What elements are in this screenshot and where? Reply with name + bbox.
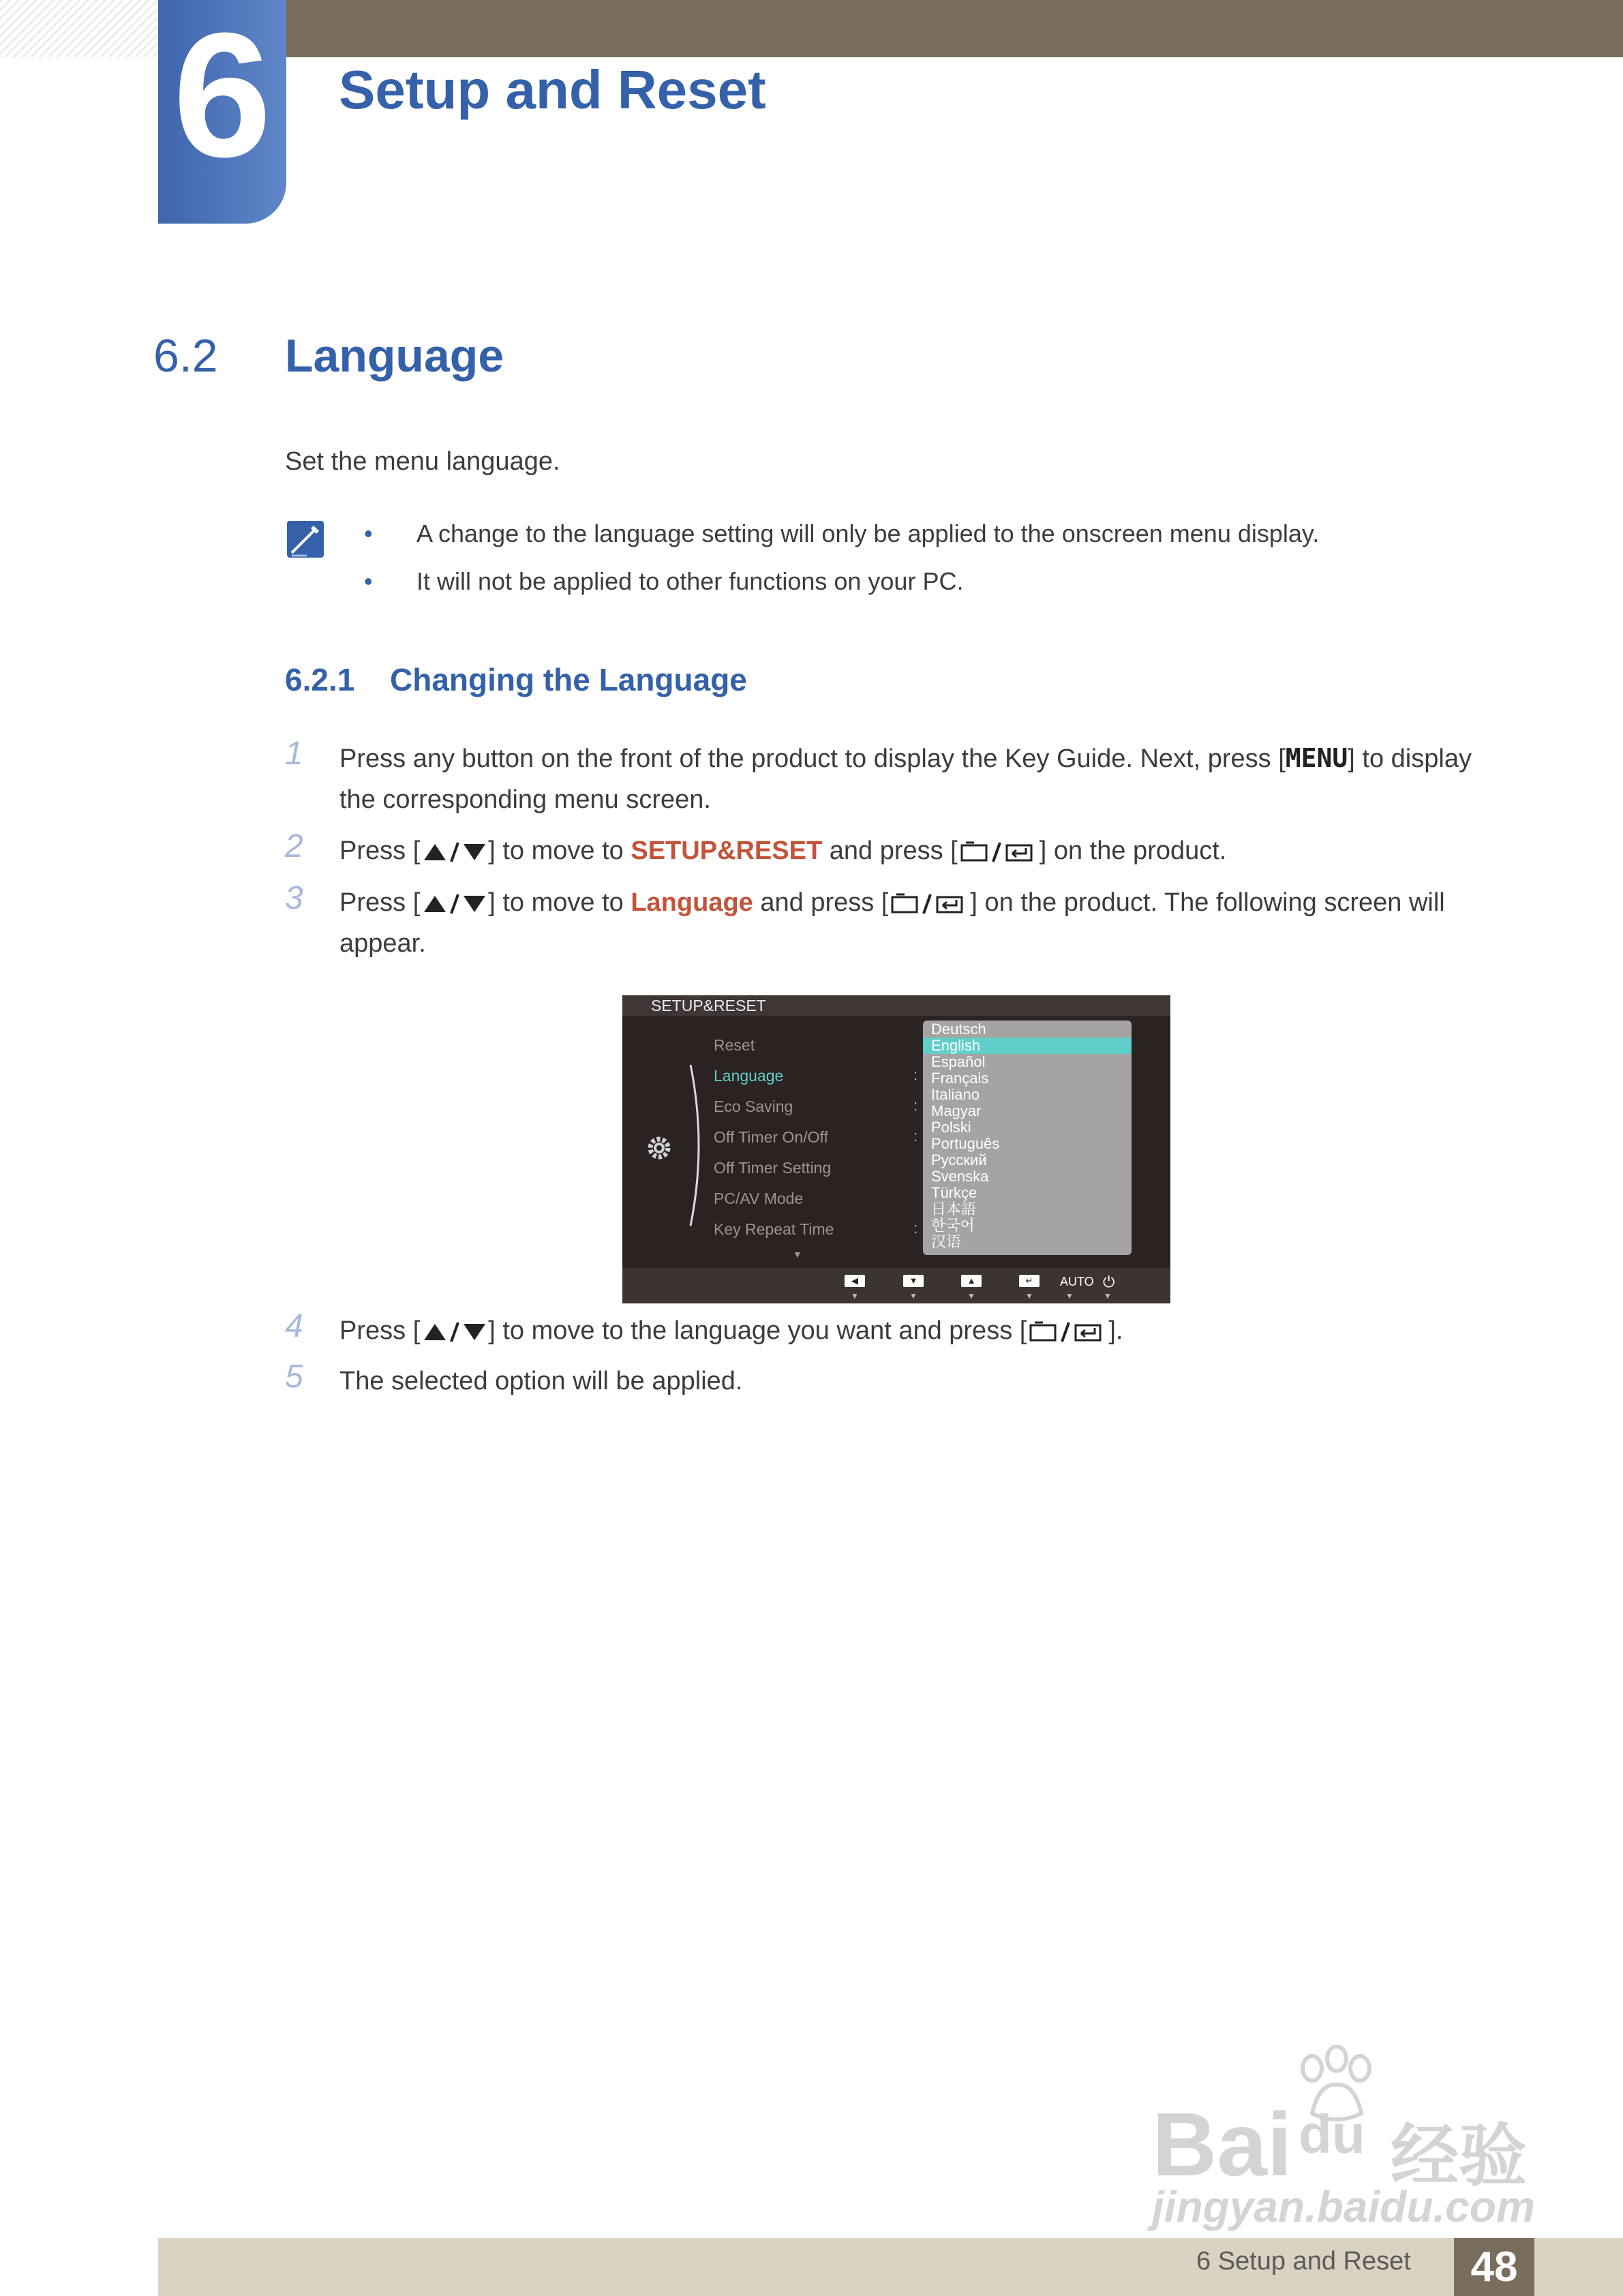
chapter-number: 6 (172, 0, 272, 194)
up-down-key-icon (420, 1318, 488, 1346)
step-number: 3 (285, 880, 303, 916)
language-option[interactable]: 汉语 (931, 1233, 962, 1250)
enter-button-icon[interactable]: ↵ (1019, 1275, 1040, 1287)
button-pointer-icon: ▼ (909, 1291, 917, 1301)
note-icon (286, 520, 324, 558)
language-option[interactable]: 日本語 (931, 1200, 977, 1218)
step-3-text: Press [ ] to move to Language and press [ ] on the product. The following screen will appear. (339, 888, 1445, 958)
osd-button-bar (622, 1268, 1170, 1303)
button-pointer-icon: ▼ (1025, 1291, 1033, 1301)
step-number: 5 (285, 1359, 303, 1395)
subsection-title: Changing the Language (390, 662, 747, 697)
osd-colon: : (913, 1220, 918, 1237)
step-number: 4 (285, 1308, 303, 1344)
watermark-url: jingyan.baidu.com (1152, 2182, 1535, 2231)
osd-colon: : (913, 1128, 918, 1145)
osd-menu-language[interactable]: Language (714, 1067, 784, 1085)
down-button-icon[interactable]: ▼ (903, 1275, 924, 1287)
enter-key-icon (888, 890, 970, 918)
language-option[interactable]: Português (931, 1135, 1000, 1152)
header-bar (286, 0, 1623, 57)
scroll-down-indicator-icon: ▼ (793, 1249, 802, 1260)
power-icon[interactable]: ⏻ (1103, 1273, 1115, 1290)
header-hatch-decoration (0, 0, 157, 57)
intro-text: Set the menu language. (285, 447, 560, 476)
language-option[interactable]: Deutsch (931, 1021, 986, 1038)
highlight-setup-reset: SETUP&RESET (631, 836, 823, 865)
language-dropdown (923, 1021, 1132, 1255)
step-number: 2 (285, 828, 303, 864)
button-pointer-icon: ▼ (967, 1291, 975, 1301)
language-option[interactable]: Magyar (931, 1102, 982, 1119)
up-button-icon[interactable]: ▲ (961, 1275, 982, 1287)
section-number: 6.2 (153, 330, 218, 382)
footer-chapter-label: 6 Setup and Reset (1196, 2247, 1411, 2276)
enter-key-icon (958, 839, 1040, 866)
language-option[interactable]: 한국어 (931, 1217, 975, 1234)
osd-screenshot (622, 995, 1170, 1303)
language-option[interactable]: Svenska (931, 1168, 989, 1185)
osd-menu-off-timer-setting[interactable]: Off Timer Setting (714, 1159, 832, 1177)
language-option[interactable]: Español (931, 1053, 986, 1070)
chapter-title: Setup and Reset (339, 59, 766, 120)
language-option[interactable]: Polski (931, 1119, 971, 1136)
up-down-key-icon (420, 839, 488, 866)
gear-icon (645, 1134, 673, 1162)
note-bullet: • (364, 567, 373, 595)
button-pointer-icon: ▼ (1104, 1291, 1112, 1301)
menu-key: MENU (1285, 743, 1348, 773)
osd-menu-eco-saving[interactable]: Eco Saving (714, 1098, 793, 1115)
auto-button[interactable]: AUTO (1060, 1275, 1094, 1288)
watermark-brand: Bai (1152, 2094, 1292, 2194)
osd-title: SETUP&RESET (622, 995, 1170, 1016)
page-number: 48 (1470, 2244, 1518, 2291)
language-option[interactable]: Français (931, 1070, 989, 1087)
section-title: Language (285, 330, 504, 382)
watermark-jingyan: 经验 (1391, 2118, 1527, 2194)
up-down-key-icon (420, 890, 488, 918)
note-item: It will not be applied to other functions on your PC. (416, 567, 964, 595)
osd-dial-arc (688, 1063, 704, 1227)
language-option-selected[interactable]: English (923, 1038, 1132, 1054)
step-5-text: The selected option will be applied. (339, 1367, 743, 1395)
step-2-text: Press [ ] to move to SETUP&RESET and press [ ] on the product. (339, 836, 1227, 865)
language-option[interactable]: Русский (931, 1151, 987, 1168)
step-number: 1 (285, 736, 303, 772)
note-bullet: • (364, 519, 373, 547)
button-pointer-icon: ▼ (1065, 1291, 1074, 1301)
subsection-number: 6.2.1 (285, 662, 355, 697)
language-option[interactable]: Türkçe (931, 1184, 977, 1201)
osd-colon: : (913, 1097, 918, 1114)
left-button-icon[interactable]: ◀ (845, 1275, 865, 1287)
language-option[interactable]: Italiano (931, 1086, 980, 1103)
enter-key-icon (1027, 1318, 1108, 1346)
step-4-text: Press [ ] to move to the language you want and press [ ]. (339, 1316, 1123, 1345)
osd-menu-reset[interactable]: Reset (714, 1036, 755, 1054)
watermark-du: du (1299, 2104, 1365, 2164)
highlight-language: Language (631, 888, 753, 917)
osd-menu-key-repeat-time[interactable]: Key Repeat Time (714, 1220, 834, 1238)
osd-colon: : (913, 1066, 918, 1083)
note-item: A change to the language setting will only be applied to the onscreen menu display. (416, 519, 1320, 547)
step-1-text: Press any button on the front of the product to display the Key Guide. Next, press [MENU] to display the corresponding menu screen. (339, 743, 1472, 814)
osd-menu-off-timer-on-off[interactable]: Off Timer On/Off (714, 1128, 828, 1146)
osd-menu-pc-av-mode[interactable]: PC/AV Mode (714, 1190, 804, 1207)
button-pointer-icon: ▼ (851, 1291, 859, 1301)
